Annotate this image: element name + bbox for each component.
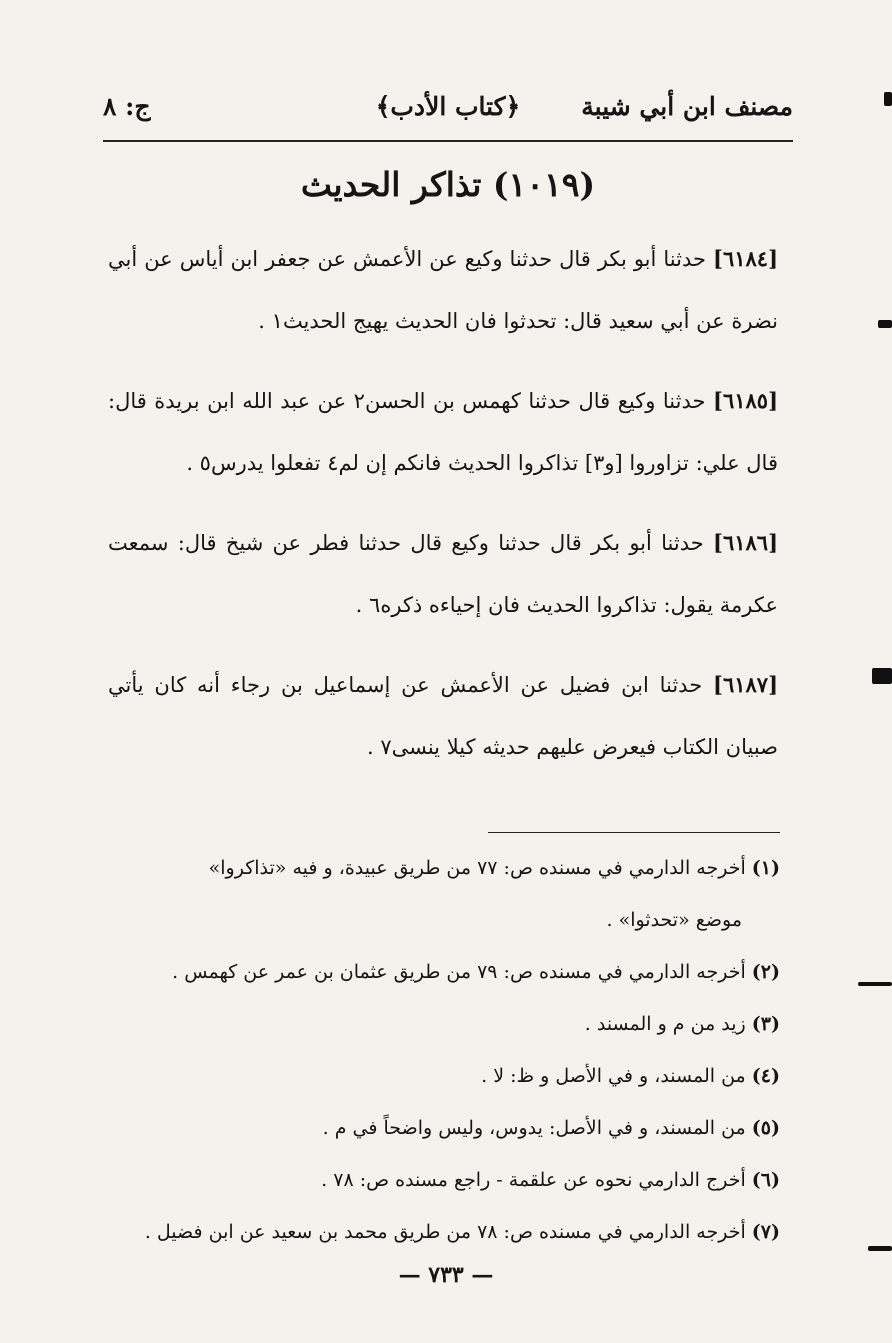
hadith-list	[108, 228, 778, 796]
footnote	[108, 946, 780, 998]
scan-edge-mark	[868, 1246, 892, 1251]
hadith-text: حدثنا أبو بكر قال حدثنا وكيع عن الأعمش عن جعفر ابن أياس عن أبي نضرة عن أبي سعيد قال: تحدثوا فان الحديث يهيج الحديث١ .	[108, 247, 778, 333]
hadith-text: حدثنا ابن فضيل عن الأعمش عن إسماعيل بن رجاء أنه كان يأتي صبيان الكتاب فيعرض عليهم حديثه كيلا ينسى٧ .	[108, 673, 778, 759]
hadith-entry	[108, 370, 778, 494]
footnote-number: (٧)	[751, 1221, 780, 1243]
footnote	[108, 1154, 780, 1206]
hadith-text: حدثنا أبو بكر قال حدثنا وكيع قال حدثنا فطر عن شيخ قال: سمعت عكرمة يقول: تذاكروا الحديث فان إحياءه ذكره٦ .	[108, 531, 778, 617]
hadith-number: [٦١٨٤]	[713, 246, 778, 271]
volume-number: ج: ٨	[103, 92, 151, 121]
footnote-rule	[488, 832, 780, 833]
footnote	[108, 1206, 780, 1258]
page-number: — ٧٣٣ —	[398, 1262, 494, 1288]
footnote-number: (٥)	[751, 1117, 780, 1139]
footnote-text: أخرجه الدارمي في مسنده ص: ٧٧ من طريق عبيدة، و فيه «تذاكروا»	[208, 857, 746, 879]
footnote-text: زيد من م و المسند .	[584, 1013, 746, 1035]
footnote-text: من المسند، و في الأصل: يدوس، وليس واضحاً في م .	[322, 1117, 746, 1139]
footnote-number: (٦)	[751, 1169, 780, 1191]
chapter-title: ﴿كتاب الأدب﴾	[375, 92, 521, 121]
footnote-number: (٤)	[751, 1065, 780, 1087]
hadith-number: [٦١٨٥]	[713, 388, 778, 413]
footnote-number: (٣)	[751, 1013, 780, 1035]
footnote	[108, 1102, 780, 1154]
footnote	[108, 842, 780, 894]
hadith-number: [٦١٨٦]	[713, 530, 778, 555]
scan-edge-mark	[872, 668, 892, 684]
book-title: مصنف ابن أبي شيبة	[581, 92, 793, 121]
running-header	[103, 90, 793, 130]
footnotes	[108, 842, 780, 1258]
footnote-text: أخرج الدارمي نحوه عن علقمة - راجع مسنده ص: ٧٨ .	[321, 1169, 746, 1191]
footnote-number: (٢)	[751, 961, 780, 983]
hadith-entry	[108, 654, 778, 778]
scan-edge-mark	[878, 320, 892, 328]
header-rule	[103, 140, 793, 142]
footnote-text: من المسند، و في الأصل و ظ: لا .	[481, 1065, 746, 1087]
section-heading: (١٠١٩) تذاكر الحديث	[300, 165, 596, 204]
scan-edge-mark	[858, 982, 892, 986]
footnote-number: (١)	[751, 857, 780, 879]
footnote-text: أخرجه الدارمي في مسنده ص: ٧٨ من طريق محمد بن سعيد عن ابن فضيل .	[144, 1221, 746, 1243]
hadith-text: حدثنا وكيع قال حدثنا كهمس بن الحسن٢ عن عبد الله ابن بريدة قال: قال علي: تزاوروا [و٣] تذاكروا الحديث فانكم إن لم٤ تفعلوا يدرس٥ .	[108, 389, 778, 475]
footnote-text: أخرجه الدارمي في مسنده ص: ٧٩ من طريق عثمان بن عمر عن كهمس .	[172, 961, 746, 983]
hadith-entry	[108, 228, 778, 352]
footnote-continuation: موضع «تحدثوا» .	[606, 909, 742, 931]
footnote	[108, 1050, 780, 1102]
scan-edge-mark	[884, 92, 892, 106]
hadith-entry	[108, 512, 778, 636]
footnote	[108, 998, 780, 1050]
hadith-number: [٦١٨٧]	[713, 672, 778, 697]
